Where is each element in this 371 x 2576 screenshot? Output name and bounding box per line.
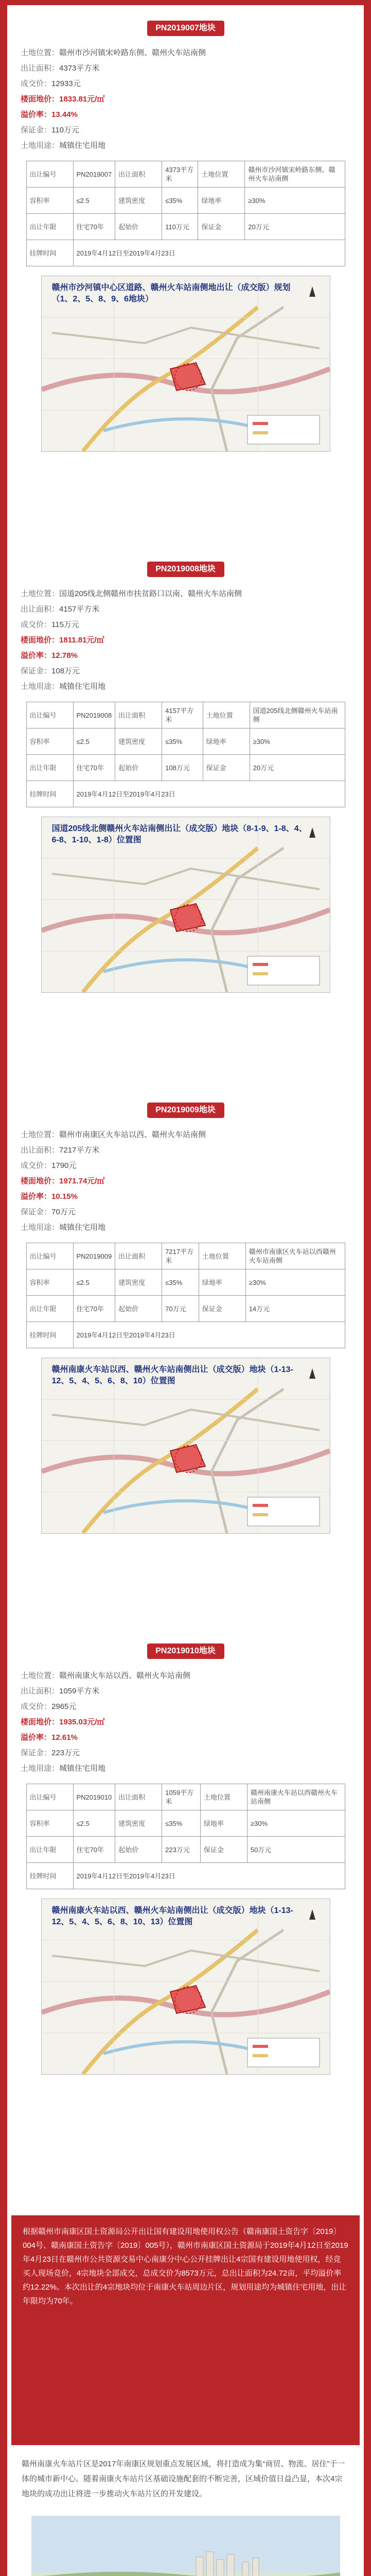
table-row	[26, 188, 345, 214]
table-cell: 2019年4月12日至2019年4月23日	[73, 1322, 345, 1348]
table-cell: 挂牌时间	[26, 240, 73, 266]
table-cell: 108万元	[162, 755, 203, 781]
info-value: 1935.03元/㎡	[59, 1718, 105, 1726]
table-row	[26, 702, 345, 728]
table-row	[26, 1837, 345, 1863]
info-row	[21, 1715, 360, 1730]
table-cell: 容积率	[26, 188, 73, 214]
info-value: 10.15%	[51, 1192, 78, 1201]
table-cell: 起始价	[115, 1296, 162, 1322]
info-value: 赣州市沙河镇宋岭路东侧、赣州火车站南侧	[59, 48, 206, 57]
table-cell: 挂牌时间	[26, 1863, 73, 1889]
info-row	[21, 1205, 360, 1220]
aerial-photo	[31, 2516, 340, 2576]
table-cell: PN2019007	[73, 161, 115, 188]
parcel-map	[41, 276, 330, 452]
parcel-id-badge: PN2019009地块	[147, 1103, 224, 1118]
info-row	[21, 1745, 360, 1761]
table-cell: 起始价	[115, 214, 162, 240]
table-cell: 绿地率	[199, 1269, 245, 1296]
table-cell: 建筑密度	[115, 728, 162, 755]
table-cell: 住宅70年	[73, 214, 115, 240]
table-cell: 2019年4月12日至2019年4月23日	[73, 781, 345, 807]
info-row	[21, 1761, 360, 1776]
table-cell: 建筑密度	[115, 1810, 162, 1837]
table-row	[26, 1269, 345, 1296]
table-row	[26, 1810, 345, 1837]
info-value: 108万元	[51, 667, 80, 675]
table-cell: 起始价	[115, 755, 162, 781]
info-label: 土地位置：	[21, 48, 60, 57]
parcel-info	[11, 1127, 360, 1235]
info-value: 12.78%	[51, 651, 78, 660]
info-label: 溢价率：	[21, 1733, 52, 1742]
table-cell: 保证金	[203, 755, 250, 781]
info-label: 楼面地价：	[21, 95, 60, 104]
table-cell: ≤2.5	[73, 1810, 115, 1837]
info-label: 成交价：	[21, 620, 52, 629]
info-value: 城镇住宅用地	[59, 682, 106, 691]
info-row	[21, 61, 360, 76]
parcel-map	[41, 1899, 330, 2075]
table-cell: 住宅70年	[73, 1296, 115, 1322]
table-cell: ≥30%	[250, 728, 345, 755]
table-cell: ≥30%	[247, 1810, 345, 1837]
table-cell: 绿地率	[198, 188, 245, 214]
info-label: 成交价：	[21, 1702, 52, 1711]
parcel-id-badge: PN2019010地块	[147, 1643, 224, 1659]
info-label: 出让面积：	[21, 1687, 60, 1696]
table-row	[26, 728, 345, 755]
info-label: 土地位置：	[21, 1130, 60, 1139]
info-label: 楼面地价：	[21, 636, 60, 645]
aerial-illustration	[31, 2516, 340, 2576]
parcel-info	[11, 45, 360, 154]
table-cell: 出让面积	[115, 1243, 162, 1269]
table-cell: 出让面积	[115, 161, 162, 188]
table-cell: ≤35%	[162, 188, 198, 214]
table-row	[26, 781, 345, 807]
table-cell: 土地位置	[200, 1784, 247, 1810]
table-cell: 容积率	[26, 1269, 73, 1296]
table-cell: 赣州南康火车站以西赣州火车站南侧	[247, 1784, 345, 1810]
info-value: 赣州南康火车站以西、赣州火车站南侧	[59, 1671, 191, 1680]
map-title: 赣州南康火车站以西、赣州火车站南侧出让（成交版）地块（1-13-12、5、4、5、6、8、10、13）位置图	[51, 1906, 293, 1926]
bottom-section	[11, 2215, 360, 2576]
table-cell: 住宅70年	[73, 1837, 115, 1863]
info-label: 土地用途：	[21, 682, 60, 691]
table-row	[26, 1863, 345, 1889]
table-cell: 20万元	[245, 214, 345, 240]
table-cell: ≤2.5	[73, 728, 115, 755]
info-label: 溢价率：	[21, 110, 52, 119]
table-cell: 出让编号	[26, 702, 73, 728]
table-row	[26, 240, 345, 266]
info-value: 12.61%	[51, 1733, 78, 1742]
info-value: 1790元	[51, 1161, 77, 1170]
info-label: 出让面积：	[21, 64, 60, 73]
table-cell: 20万元	[250, 755, 345, 781]
info-row	[21, 107, 360, 123]
map-title: 国道205线北侧赣州火车站南侧出让（成交版）地块（8-1-9、1-8、4、6-8、1-10、1-8）位置图	[51, 824, 307, 844]
table-cell: 土地位置	[198, 161, 245, 188]
table-cell: 出让年限	[26, 1837, 73, 1863]
table-cell: ≤2.5	[73, 188, 115, 214]
info-row	[21, 1127, 360, 1143]
info-value: 12933元	[51, 79, 81, 88]
table-cell: 4373平方米	[162, 161, 198, 188]
info-row	[21, 1174, 360, 1189]
top-border	[0, 0, 371, 5]
table-cell: 2019年4月12日至2019年4月23日	[73, 240, 345, 266]
table-cell: 2019年4月12日至2019年4月23日	[73, 1863, 345, 1889]
info-label: 成交价：	[21, 79, 52, 88]
table-cell: 出让编号	[26, 1784, 73, 1810]
table-cell: 14万元	[245, 1296, 345, 1322]
parcel-table	[26, 1243, 345, 1348]
table-cell: 出让编号	[26, 1243, 73, 1269]
table-cell: ≥30%	[245, 188, 345, 214]
info-label: 土地用途：	[21, 141, 60, 150]
table-row	[26, 1243, 345, 1269]
table-cell: PN2019010	[73, 1784, 115, 1810]
info-row	[21, 1143, 360, 1158]
info-label: 出让面积：	[21, 1146, 60, 1155]
table-cell: 绿地率	[203, 728, 250, 755]
info-row	[21, 648, 360, 664]
info-row	[21, 138, 360, 154]
info-value: 国道205线北侧赣州市扶贫路口以南、赣州火车站南侧	[59, 589, 242, 598]
parcel-map	[41, 817, 330, 993]
info-row	[21, 1730, 360, 1745]
info-value: 115万元	[51, 620, 79, 629]
table-row	[26, 1322, 345, 1348]
info-row	[21, 602, 360, 617]
table-cell: 出让面积	[115, 702, 162, 728]
table-cell: 土地位置	[203, 702, 250, 728]
info-value: 7217平方米	[59, 1146, 100, 1155]
info-value: 1833.81元/㎡	[59, 95, 105, 104]
info-value: 4157平方米	[59, 605, 100, 614]
table-cell: 挂牌时间	[26, 1322, 73, 1348]
notice-text: 根据赣州市南康区国土资源局公开出让国有建设用地使用权公告（赣南康国土资告字〔2019〕004号、赣南康国土资告字〔2019〕005号），赣州市南康区国土资源局于2019年4月12日至2019年4月23日在赣州市公共资源交易中心南康分中心公开挂牌出让4宗国有建设用地使用权，经竞买人现场竞价，4宗地块全部成交，总成交价为8573万元，总出让面积为24.72亩，平均溢价率约12.22%。本次出让的4宗地块均位于南康火车站周边片区，规划用途均为城镇住宅用地，出让年限均为70年。	[23, 2227, 348, 2306]
info-row	[21, 1189, 360, 1205]
info-row	[21, 92, 360, 107]
info-value: 4373平方米	[59, 64, 100, 73]
info-value: 城镇住宅用地	[59, 1764, 106, 1773]
table-cell: PN2019008	[73, 702, 115, 728]
table-cell: 1059平方米	[162, 1784, 201, 1810]
table-cell: 建筑密度	[115, 1269, 162, 1296]
info-value: 赣州市南康区火车站以西、赣州火车站南侧	[59, 1130, 206, 1139]
info-row	[21, 1699, 360, 1715]
info-row	[21, 617, 360, 633]
table-cell: 土地位置	[199, 1243, 245, 1269]
info-label: 楼面地价：	[21, 1177, 60, 1185]
info-row	[21, 1668, 360, 1684]
table-cell: 出让年限	[26, 755, 73, 781]
info-label: 出让面积：	[21, 605, 60, 614]
info-label: 成交价：	[21, 1161, 52, 1170]
parcel-id-badge: PN2019007地块	[147, 21, 224, 36]
info-row	[21, 586, 360, 602]
info-row	[21, 679, 360, 694]
table-row	[26, 214, 345, 240]
table-row	[26, 1784, 345, 1810]
info-label: 溢价率：	[21, 651, 52, 660]
table-cell: ≤35%	[162, 1269, 199, 1296]
info-value: 1811.81元/㎡	[59, 636, 104, 645]
info-value: 1059平方米	[59, 1687, 100, 1696]
table-cell: 7217平方米	[162, 1243, 199, 1269]
info-label: 保证金：	[21, 1208, 52, 1216]
table-cell: PN2019009	[73, 1243, 115, 1269]
info-label: 保证金：	[21, 1749, 52, 1757]
info-label: 保证金：	[21, 667, 52, 675]
info-row	[21, 1684, 360, 1699]
info-label: 土地用途：	[21, 1223, 60, 1232]
table-row	[26, 1296, 345, 1322]
right-border	[364, 0, 371, 2576]
info-label: 土地位置：	[21, 1671, 60, 1680]
table-cell: 保证金	[198, 214, 245, 240]
table-cell: 容积率	[26, 1810, 73, 1837]
info-value: 城镇住宅用地	[59, 141, 106, 150]
table-cell: 住宅70年	[73, 755, 115, 781]
map-title: 赣州南康火车站以西、赣州火车站南侧出让（成交版）地块（1-13-12、5、4、5、6、8、10）位置图	[51, 1365, 293, 1385]
info-label: 土地位置：	[21, 589, 60, 598]
info-value: 223万元	[51, 1749, 80, 1757]
table-cell: ≥30%	[245, 1269, 345, 1296]
info-label: 溢价率：	[21, 1192, 52, 1201]
table-cell: 挂牌时间	[26, 781, 73, 807]
info-value: 城镇住宅用地	[59, 1223, 106, 1232]
table-cell: 70万元	[162, 1296, 199, 1322]
info-row	[21, 664, 360, 679]
table-cell: 起始价	[115, 1837, 162, 1863]
table-cell: 出让年限	[26, 1296, 73, 1322]
table-cell: 110万元	[162, 214, 198, 240]
parcel-map	[41, 1358, 330, 1534]
table-cell: 容积率	[26, 728, 73, 755]
parcel-table	[26, 1784, 345, 1889]
table-cell: 出让年限	[26, 214, 73, 240]
parcel-table	[26, 161, 345, 266]
parcel-section	[11, 1103, 360, 1534]
info-label: 保证金：	[21, 126, 52, 134]
info-label: 楼面地价：	[21, 1718, 60, 1726]
info-row	[21, 1158, 360, 1174]
table-cell: 绿地率	[200, 1810, 247, 1837]
info-value: 13.44%	[51, 110, 78, 119]
info-label: 土地用途：	[21, 1764, 60, 1773]
info-row	[21, 45, 360, 61]
table-cell: 国道205线北侧赣州火车站南侧	[250, 702, 345, 728]
info-value: 1971.74元/㎡	[59, 1177, 105, 1185]
table-cell: 赣州市南康区火车站以西赣州火车站南侧	[245, 1243, 345, 1269]
table-cell: 保证金	[200, 1837, 247, 1863]
table-cell: ≤35%	[162, 1810, 201, 1837]
table-cell: ≤2.5	[73, 1269, 115, 1296]
parcel-table	[26, 702, 345, 807]
info-row	[21, 76, 360, 92]
left-border	[0, 0, 7, 2576]
table-cell: 223万元	[162, 1837, 201, 1863]
map-title: 赣州市沙河镇中心区道路、赣州火车站南侧地出让（成交版）规划（1、2、5、8、9、6地块）	[51, 283, 291, 303]
parcel-id-badge: PN2019008地块	[147, 562, 224, 577]
table-cell: 出让面积	[115, 1784, 162, 1810]
table-cell: ≤35%	[162, 728, 203, 755]
parcel-section	[11, 562, 360, 993]
article-text: 赣州南康火车站片区是2017年南康区规划重点发展区域，将打造成为集“商贸、物流、居住”于一体的城市新中心。随着南康火车站片区基础设施配套的不断完善，区域价值日益凸显，本次4宗地块的成功出让将进一步推动火车站片区的开发建设。	[22, 2460, 345, 2498]
table-cell: 4157平方米	[162, 702, 203, 728]
parcel-section	[11, 1643, 360, 2075]
table-row	[26, 161, 345, 188]
info-row	[21, 1220, 360, 1235]
table-cell: 保证金	[199, 1296, 245, 1322]
info-row	[21, 123, 360, 138]
parcel-info	[11, 586, 360, 694]
info-row	[21, 633, 360, 648]
info-value: 70万元	[51, 1208, 76, 1216]
info-value: 110万元	[51, 126, 79, 134]
table-cell: 出让编号	[26, 161, 73, 188]
table-cell: 50万元	[247, 1837, 345, 1863]
parcel-info	[11, 1668, 360, 1776]
table-cell: 赣州市沙河镇宋岭路东侧、赣州火车站南侧	[245, 161, 345, 188]
parcel-section	[11, 21, 360, 452]
table-cell: 建筑密度	[115, 188, 162, 214]
table-row	[26, 755, 345, 781]
notice-box	[11, 2215, 360, 2445]
info-value: 2965元	[51, 1702, 77, 1711]
